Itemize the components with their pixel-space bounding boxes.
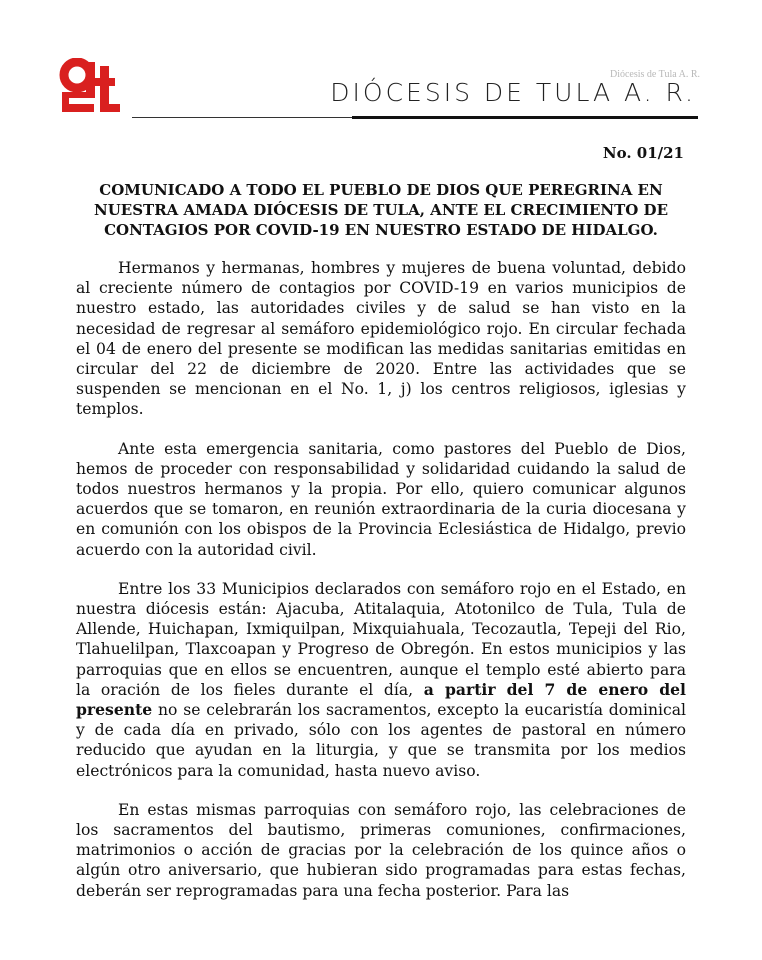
document-title: COMUNICADO A TODO EL PUEBLO DE DIOS QUE PEREGRINA EN NUESTRA AMADA DIÓCESIS DE TULA, ANTE EL CRECIMIENTO DE CONTAGIOS POR COVID-19 EN NUESTRO ESTADO DE HIDALGO.	[93, 181, 668, 239]
organization-title: DIÓCESIS DE TULA A. R.	[330, 78, 696, 107]
paragraph-3-emphasis: a partir del 7 de enero del presente	[76, 679, 686, 720]
paragraph-3-text-a: Entre los 33 Municipios declarados con semáforo rojo en el Estado, en nuestra diócesis están: Ajacuba, Atitalaquia, Atotonilco de Tula, Tula de Allende, Huichapan, Ixmiquilpan, Mixquiahuala, Tecozautla, Tepeji del Rio, Tlahuelilpan, Tlaxcoapan y Progreso de Obregón. En estos municipios y las parroquias que en ellos se encuentren, aunque el templo esté abierto para la oración de los fieles durante el día,	[76, 579, 686, 699]
paragraph-3-text-b: no se celebrarán los sacramentos, excepto la eucaristía dominical y de cada día en privado, sólo con los agentes de pastoral en número reducido que ayudan en la liturgia, y que se transmita por los medios electrónicos para la comunidad, hasta nuevo aviso.	[76, 701, 687, 780]
diocese-logo-icon	[58, 58, 122, 114]
paragraph-4: En estas mismas parroquias con semáforo rojo, las celebraciones de los sacramentos del bautismo, primeras comuniones, confirmaciones, matrimonios o acción de gracias por la celebración de los quince años o algún otro aniversario, que hubieran sido programadas para estas fechas, deberán ser reprogramadas para una fecha posterior. Para las	[76, 800, 686, 900]
letterhead	[0, 0, 762, 130]
paragraph-2: Ante esta emergencia sanitaria, como pastores del Pueblo de Dios, hemos de proceder con responsabilidad y solidaridad cuidando la salud de todos nuestros hermanos y la propia. Por ello, quiero comunicar algunos acuerdos que se tomaron, en reunión extraordinaria de la curia diocesana y en comunión con los obispos de la Provincia Eclesiástica de Hidalgo, previo acuerdo con la autoridad civil.	[76, 439, 686, 559]
header-divider	[132, 117, 698, 118]
paragraph-3	[76, 579, 686, 781]
document-number: No. 01/21	[602, 144, 684, 162]
watermark-text: Diócesis de Tula A. R.	[609, 69, 700, 80]
paragraph-1: Hermanos y hermanas, hombres y mujeres de buena voluntad, debido al creciente número de contagios por COVID-19 en varios municipios de nuestro estado, las autoridades civiles y de salud se han visto en la necesidad de regresar al semáforo epidemiológico rojo. En circular fechada el 04 de enero del presente se modifican las medidas sanitarias emitidas en circular del 22 de diciembre de 2020. Entre las actividades que se suspenden se mencionan en el No. 1, j) los centros religiosos, iglesias y templos.	[76, 259, 686, 419]
document-body	[76, 258, 686, 920]
